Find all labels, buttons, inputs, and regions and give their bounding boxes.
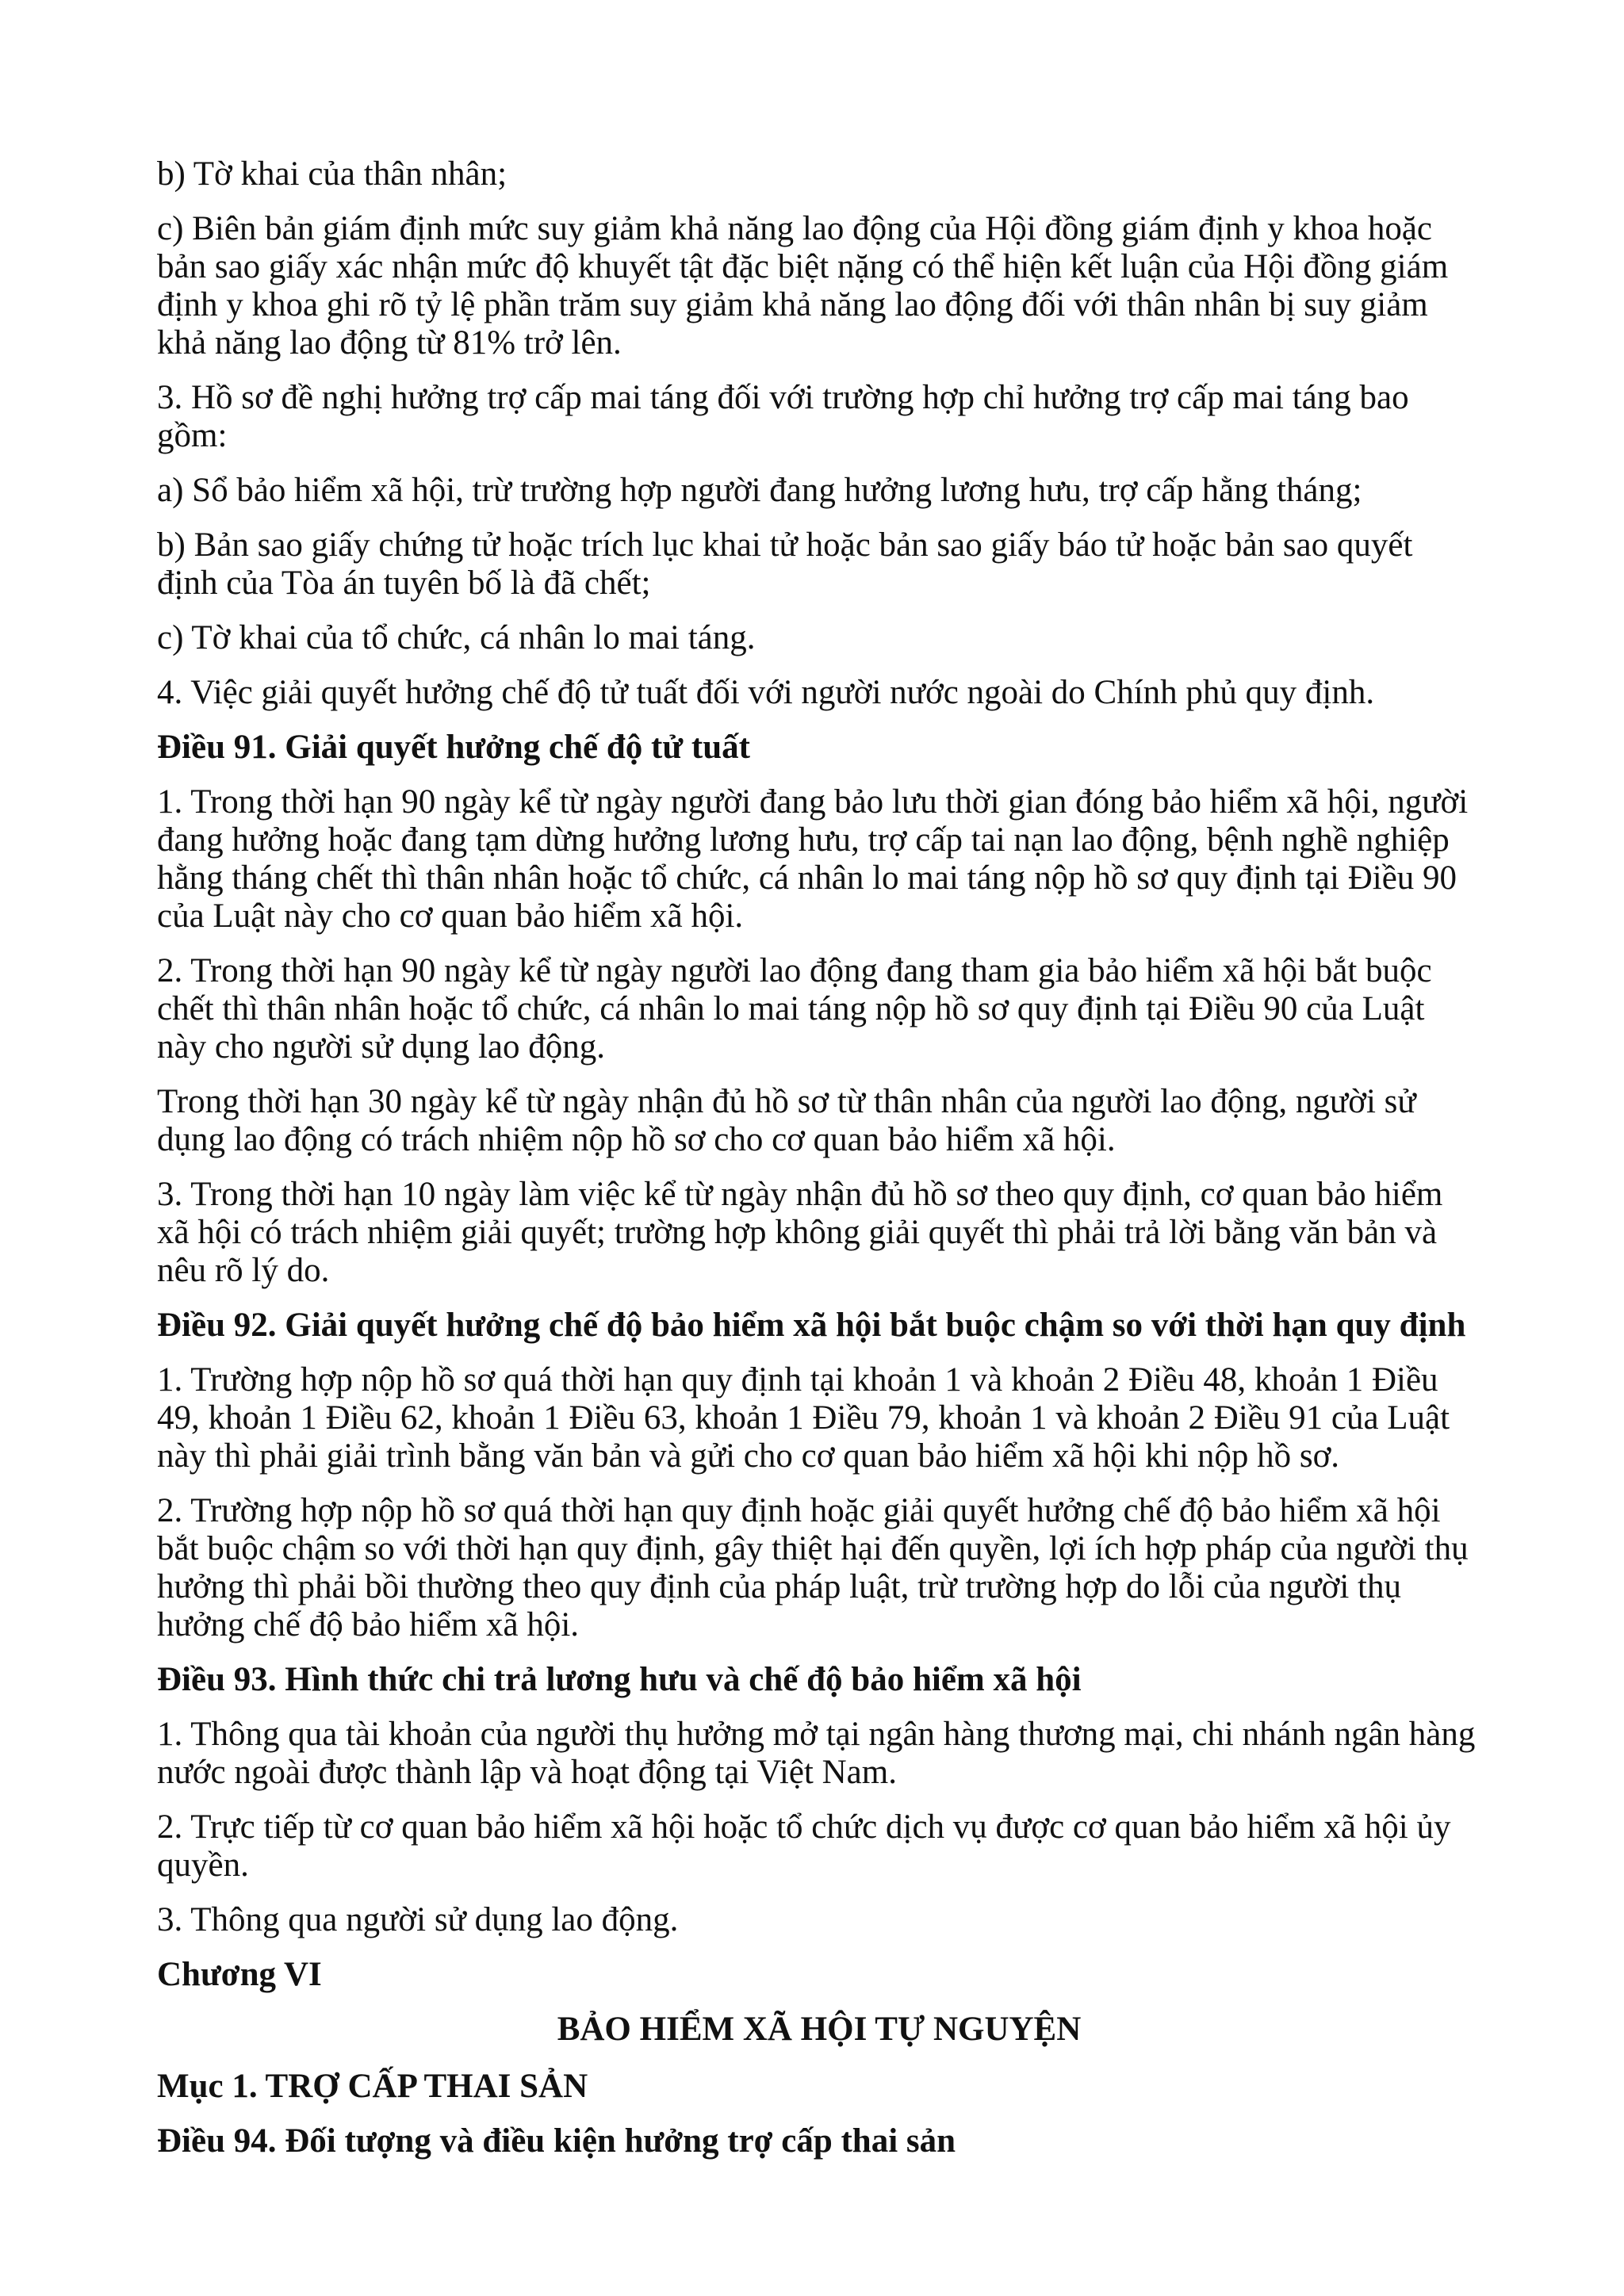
section-heading: Mục 1. TRỢ CẤP THAI SẢN: [157, 2068, 588, 2105]
paragraph: 1. Trường hợp nộp hồ sơ quá thời hạn quy định tại khoản 1 và khoản 2 Điều 48, khoản 1 Điều 49, khoản 1 Điều 62, khoản 1 Điều 63, khoản 1 Điều 79, khoản 1 và khoản 2 Điều 91 của Luật này thì phải giải trình bằng văn bản và gửi cho cơ quan bảo hiểm xã hội khi nộp hồ sơ.: [157, 1361, 1450, 1475]
paragraph: 3. Hồ sơ đề nghị hưởng trợ cấp mai táng đối với trường hợp chỉ hưởng trợ cấp mai táng bao gồm:: [157, 379, 1409, 454]
paragraph: 2. Trong thời hạn 90 ngày kể từ ngày người lao động đang tham gia bảo hiểm xã hội bắt buộc chết thì thân nhân hoặc tổ chức, cá nhân lo mai táng nộp hồ sơ quy định tại Điều 90 của Luật này cho người sử dụng lao động.: [157, 952, 1432, 1066]
paragraph: 1. Thông qua tài khoản của người thụ hưởng mở tại ngân hàng thương mại, chi nhánh ngân hàng nước ngoài được thành lập và hoạt động tại Việt Nam.: [157, 1716, 1476, 1791]
paragraph: 3. Thông qua người sử dụng lao động.: [157, 1901, 679, 1938]
article-heading-93: Điều 93. Hình thức chi trả lương hưu và chế độ bảo hiểm xã hội: [157, 1661, 1082, 1698]
paragraph: 3. Trong thời hạn 10 ngày làm việc kể từ ngày nhận đủ hồ sơ theo quy định, cơ quan bảo hiểm xã hội có trách nhiệm giải quyết; trường hợp không giải quyết thì phải trả lời bằng văn bản và nêu rõ lý do.: [157, 1176, 1443, 1289]
paragraph: c) Tờ khai của tổ chức, cá nhân lo mai táng.: [157, 619, 756, 656]
paragraph: 1. Trong thời hạn 90 ngày kể từ ngày người đang bảo lưu thời gian đóng bảo hiểm xã hội, người đang hưởng hoặc đang tạm dừng hưởng lương hưu, trợ cấp tai nạn lao động, bệnh nghề nghiệp hằng tháng chết thì thân nhân hoặc tổ chức, cá nhân lo mai táng nộp hồ sơ quy định tại Điều 90 của Luật này cho cơ quan bảo hiểm xã hội.: [157, 783, 1469, 935]
paragraph: a) Sổ bảo hiểm xã hội, trừ trường hợp người đang hưởng lương hưu, trợ cấp hằng tháng;: [157, 472, 1362, 509]
article-heading-94: Điều 94. Đối tượng và điều kiện hưởng trợ cấp thai sản: [157, 2122, 956, 2160]
paragraph: b) Bản sao giấy chứng tử hoặc trích lục khai tử hoặc bản sao giấy báo tử hoặc bản sao quyết định của Tòa án tuyên bố là đã chết;: [157, 526, 1413, 602]
chapter-heading: Chương VI: [157, 1956, 322, 1993]
article-heading-92: Điều 92. Giải quyết hưởng chế độ bảo hiểm xã hội bắt buộc chậm so với thời hạn quy định: [157, 1307, 1466, 1344]
chapter-title: BẢO HIỂM XÃ HỘI TỰ NGUYỆN: [557, 2011, 1082, 2048]
paragraph: c) Biên bản giám định mức suy giảm khả năng lao động của Hội đồng giám định y khoa hoặc bản sao giấy xác nhận mức độ khuyết tật đặc biệt nặng có thể hiện kết luận của Hội đồng giám định y khoa ghi rõ tỷ lệ phần trăm suy giảm khả năng lao động đối với thân nhân bị suy giảm khả năng lao động từ 81% trở lên.: [157, 210, 1449, 362]
article-heading-91: Điều 91. Giải quyết hưởng chế độ tử tuất: [157, 729, 750, 766]
document-body: [157, 155, 1481, 2177]
paragraph: 2. Trực tiếp từ cơ quan bảo hiểm xã hội hoặc tổ chức dịch vụ được cơ quan bảo hiểm xã hội ủy quyền.: [157, 1808, 1451, 1884]
paragraph: 2. Trường hợp nộp hồ sơ quá thời hạn quy định hoặc giải quyết hưởng chế độ bảo hiểm xã hội bắt buộc chậm so với thời hạn quy định, gây thiệt hại đến quyền, lợi ích hợp pháp của người thụ hưởng thì phải bồi thường theo quy định của pháp luật, trừ trường hợp do lỗi của người thụ hưởng chế độ bảo hiểm xã hội.: [157, 1492, 1469, 1644]
paragraph: 4. Việc giải quyết hưởng chế độ tử tuất đối với người nước ngoài do Chính phủ quy định.: [157, 674, 1375, 711]
paragraph: Trong thời hạn 30 ngày kể từ ngày nhận đủ hồ sơ từ thân nhân của người lao động, người sử dụng lao động có trách nhiệm nộp hồ sơ cho cơ quan bảo hiểm xã hội.: [157, 1083, 1416, 1158]
paragraph: b) Tờ khai của thân nhân;: [157, 155, 508, 193]
